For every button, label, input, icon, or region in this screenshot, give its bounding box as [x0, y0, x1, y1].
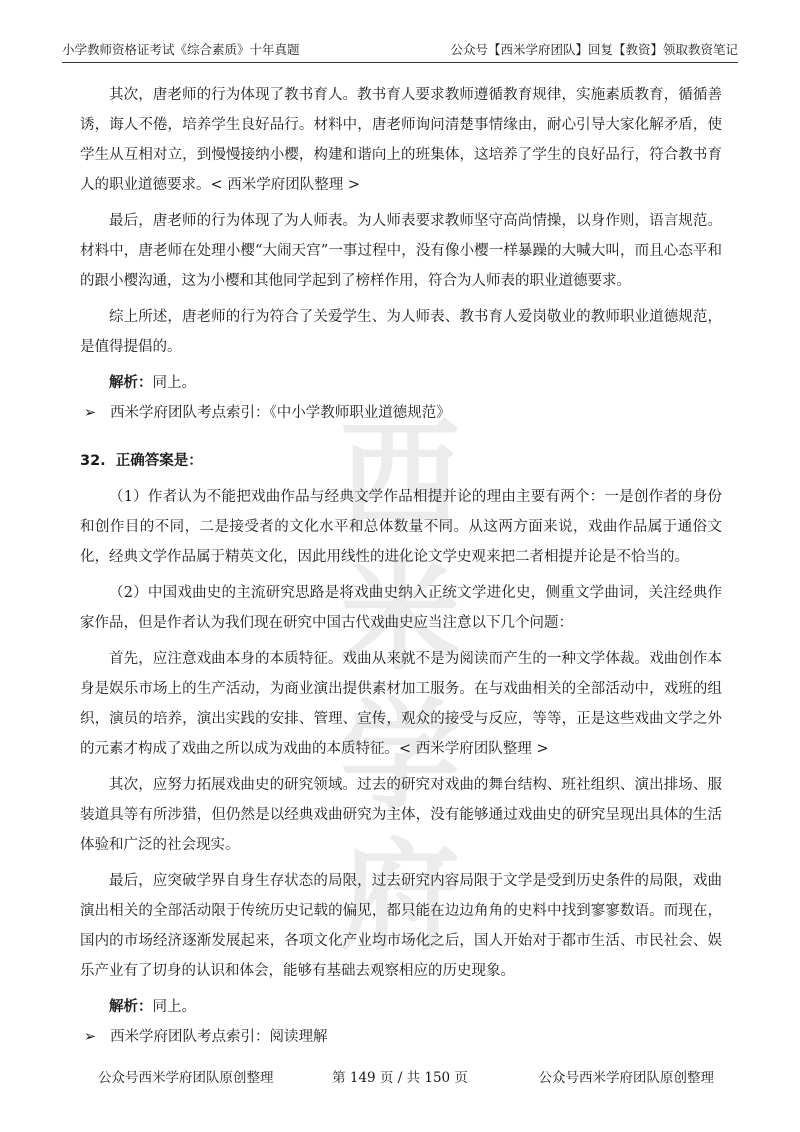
arrow-bullet-icon: ➢ [84, 1029, 97, 1045]
paragraph: 其次，唐老师的行为体现了教书育人。教书育人要求教师遵循教育规律，实施素质教育，循循善诱，诲人不倦，培养学生良好品行。材料中，唐老师询问清楚事情缘由，耐心引导大家化解矛盾，使学生从互相对立，到慢慢接纳小樱，构建和谐向上的班集体，这培养了学生的良好品行，符合教书育人的职业道德要求。< 西米学府团队整理 > [80, 87, 722, 193]
header-title: 小学教师资格证考试《综合素质》十年真题 [62, 42, 300, 57]
footer-left: 公众号西米学府团队原创整理 [98, 1070, 274, 1086]
question-number: 32. [80, 453, 106, 469]
analysis-text: 同上。 [152, 999, 196, 1015]
analysis-label: 解析： [109, 374, 153, 391]
analysis-line [80, 368, 722, 398]
paragraph: 最后，应突破学界自身生存状态的局限，过去研究内容局限于文学是受到历史条件的局限，戏曲演出相关的全部活动限于传统历史记载的偏见，都只能在边边角角的史料中找到寥寥数语。而现在，国内的市场经济逐渐发展起来，各项文化产业均市场化之后，国人开始对于都市生活、市民社会、娱乐产业有了切身的认识和体会，能够有基础去观察相应的历史现象。 [80, 873, 722, 979]
watermark-line1: 西米 [340, 408, 460, 687]
analysis-text: 同上。 [152, 375, 196, 391]
answer-label: 正确答案是： [115, 453, 203, 469]
topic-index-line [80, 1022, 722, 1052]
paragraph: 最后，唐老师的行为体现了为人师表。为人师表要求教师坚守高尚情操，以身作则，语言规范。材料中，唐老师在处理小樱“大闹天宫”一事过程中，没有像小樱一样暴躁的大喊大叫，而且心态平和的跟小樱沟通，这为小樱和其他同学起到了榜样作用，符合为人师表的职业道德要求。 [80, 213, 722, 289]
paragraph: 首先，应注意戏曲本身的本质特征。戏曲从来就不是为阅读而产生的一种文学体裁。戏曲创作本身是娱乐市场上的生产活动，为商业演出提供素材加工服务。在与戏曲相关的全部活动中，戏班的组织，演员的培养，演出实践的安排、管理、宣传，观众的接受与反应，等等，正是这些戏曲文学之外的元素才构成了戏曲之所以成为戏曲的本质特征。< 西米学府团队整理 > [80, 651, 722, 757]
topic-index-line [80, 398, 722, 428]
watermark-line2: 学府 [340, 688, 460, 967]
page-number: 第 149 页 / 共 150 页 [332, 1070, 468, 1086]
paragraph: 综上所述，唐老师的行为符合了关爱学生、为人师表、教书育人爱岗敬业的教师职业道德规范，是值得提倡的。 [80, 309, 722, 355]
analysis-line [80, 992, 722, 1022]
paragraph: 其次，应努力拓展戏曲史的研究领域。过去的研究对戏曲的舞台结构、班社组织、演出排场、服装道具等有所涉猎，但仍然是以经典戏曲研究为主体，没有能够通过戏曲史的研究呈现出具体的生活体验和广泛的社会现实。 [80, 777, 722, 853]
page-header [62, 40, 738, 63]
question-heading [80, 446, 722, 476]
footer-right: 公众号西米学府团队原创整理 [538, 1070, 714, 1086]
paragraph: （2）中国戏曲史的主流研究思路是将戏曲史纳入正统文学进化史，侧重文学曲词，关注经典作家作品，但是作者认为我们现在研究中国古代戏曲史应当注意以下几个问题： [80, 585, 722, 631]
analysis-label: 解析： [109, 998, 153, 1015]
header-promo: 公众号【西米学府团队】回复【教资】领取教资笔记 [450, 42, 738, 57]
page-content [80, 80, 722, 1052]
paragraph: （1）作者认为不能把戏曲作品与经典文学作品相提并论的理由主要有两个：一是创作者的身份和创作目的不同，二是接受者的文化水平和总体数量不同。从这两方面来说，戏曲作品属于通俗文化，经典文学作品属于精英文化，因此用线性的进化论文学史观来把二者相提并论是不恰当的。 [80, 489, 722, 565]
topic-index-text: 西米学府团队考点索引：《中小学教师职业道德规范》 [110, 405, 451, 421]
arrow-bullet-icon: ➢ [84, 405, 97, 421]
topic-index-text: 西米学府团队考点索引：阅读理解 [110, 1029, 328, 1045]
